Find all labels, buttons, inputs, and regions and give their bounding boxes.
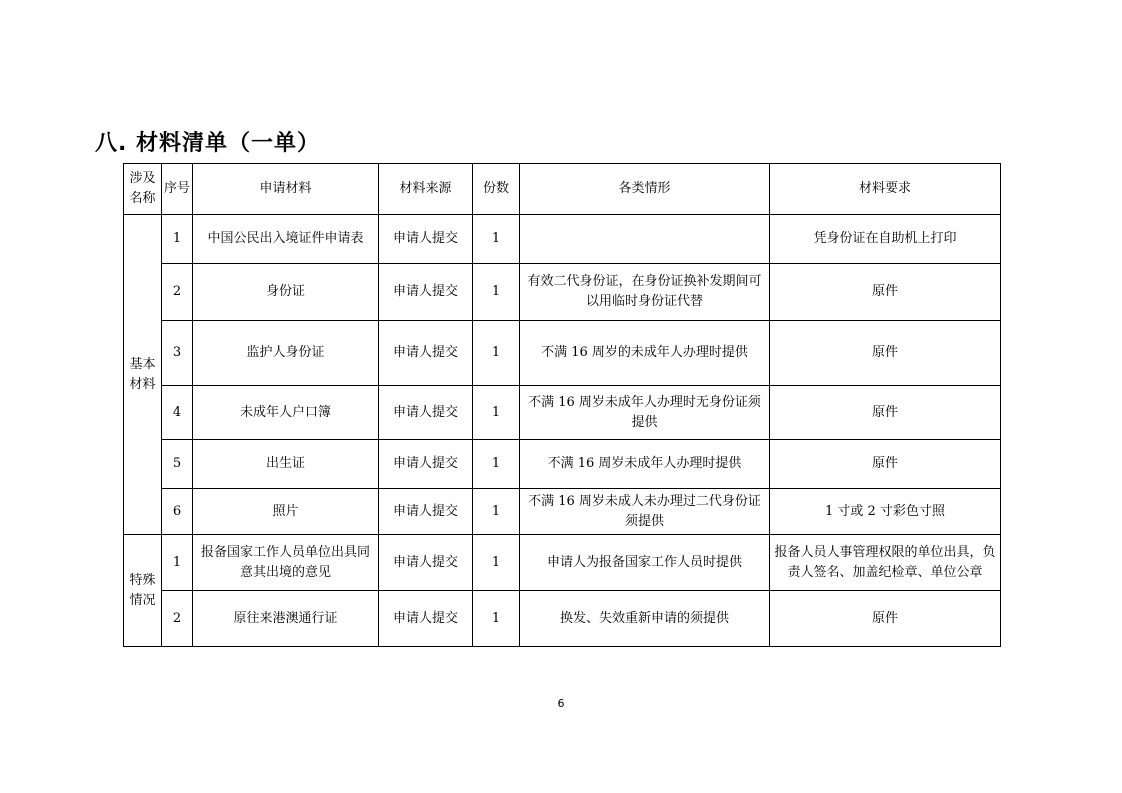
copies-cell: 1	[473, 489, 520, 535]
index-cell: 2	[162, 264, 193, 321]
material-cell: 中国公民出入境证件申请表	[193, 215, 379, 264]
situation-cell	[520, 215, 770, 264]
header-situation: 各类情形	[520, 164, 770, 215]
table-row	[124, 264, 1001, 321]
requirement-cell: 原件	[770, 386, 1001, 440]
situation-cell: 换发、失效重新申请的须提供	[520, 591, 770, 647]
source-cell: 申请人提交	[379, 386, 473, 440]
situation-cell: 申请人为报备国家工作人员时提供	[520, 535, 770, 591]
index-cell: 4	[162, 386, 193, 440]
section-heading: 八. 材料清单（一单）	[95, 131, 321, 156]
source-cell: 申请人提交	[379, 591, 473, 647]
index-cell: 5	[162, 440, 193, 489]
material-cell: 身份证	[193, 264, 379, 321]
situation-cell: 不满 16 周岁未成年人办理时提供	[520, 440, 770, 489]
category-cell: 特殊情况	[124, 535, 162, 647]
material-cell: 原往来港澳通行证	[193, 591, 379, 647]
requirement-cell: 原件	[770, 440, 1001, 489]
table-row	[124, 215, 1001, 264]
copies-cell: 1	[473, 535, 520, 591]
material-cell: 报备国家工作人员单位出具同意其出境的意见	[193, 535, 379, 591]
index-cell: 2	[162, 591, 193, 647]
header-source: 材料来源	[379, 164, 473, 215]
requirement-cell: 1 寸或 2 寸彩色寸照	[770, 489, 1001, 535]
source-cell: 申请人提交	[379, 440, 473, 489]
header-material: 申请材料	[193, 164, 379, 215]
material-cell: 监护人身份证	[193, 321, 379, 386]
header-category: 涉及名称	[124, 164, 162, 215]
table-row	[124, 591, 1001, 647]
copies-cell: 1	[473, 215, 520, 264]
category-cell: 基本材料	[124, 215, 162, 535]
header-row	[124, 164, 1001, 215]
source-cell: 申请人提交	[379, 489, 473, 535]
index-cell: 1	[162, 535, 193, 591]
table-row	[124, 386, 1001, 440]
requirement-cell: 原件	[770, 264, 1001, 321]
table-row	[124, 535, 1001, 591]
table-row	[124, 321, 1001, 386]
copies-cell: 1	[473, 264, 520, 321]
index-cell: 3	[162, 321, 193, 386]
situation-cell: 不满 16 周岁的未成年人办理时提供	[520, 321, 770, 386]
table-row	[124, 489, 1001, 535]
materials-table	[123, 163, 1001, 647]
copies-cell: 1	[473, 440, 520, 489]
situation-cell: 不满 16 周岁未成人未办理过二代身份证须提供	[520, 489, 770, 535]
situation-cell: 不满 16 周岁未成年人办理时无身份证须提供	[520, 386, 770, 440]
source-cell: 申请人提交	[379, 264, 473, 321]
index-cell: 6	[162, 489, 193, 535]
source-cell: 申请人提交	[379, 535, 473, 591]
source-cell: 申请人提交	[379, 215, 473, 264]
page-number: 6	[557, 697, 565, 710]
copies-cell: 1	[473, 591, 520, 647]
requirement-cell: 原件	[770, 321, 1001, 386]
copies-cell: 1	[473, 321, 520, 386]
header-requirement: 材料要求	[770, 164, 1001, 215]
header-index: 序号	[162, 164, 193, 215]
situation-cell: 有效二代身份证，在身份证换补发期间可以用临时身份证代替	[520, 264, 770, 321]
table-row	[124, 440, 1001, 489]
source-cell: 申请人提交	[379, 321, 473, 386]
copies-cell: 1	[473, 386, 520, 440]
index-cell: 1	[162, 215, 193, 264]
material-cell: 未成年人户口簿	[193, 386, 379, 440]
requirement-cell: 报备人员人事管理权限的单位出具，负责人签名、加盖纪检章、单位公章	[770, 535, 1001, 591]
requirement-cell: 原件	[770, 591, 1001, 647]
requirement-cell: 凭身份证在自助机上打印	[770, 215, 1001, 264]
header-copies: 份数	[473, 164, 520, 215]
material-cell: 照片	[193, 489, 379, 535]
material-cell: 出生证	[193, 440, 379, 489]
